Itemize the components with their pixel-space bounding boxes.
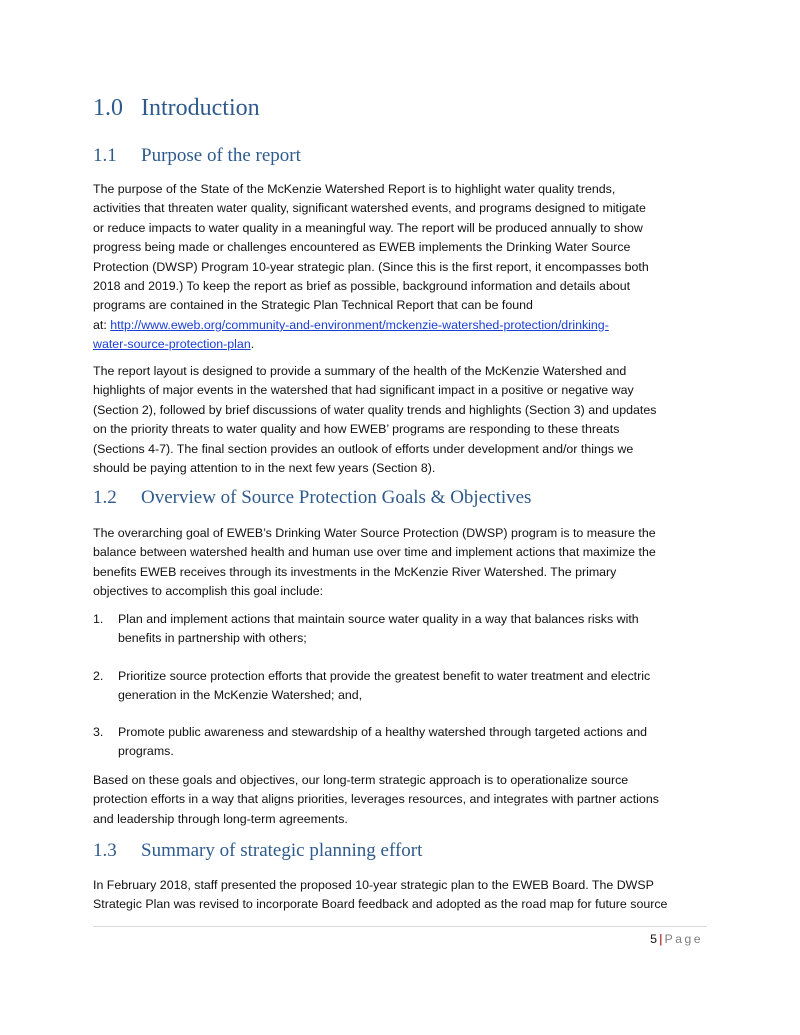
section-heading-introduction <box>93 92 260 124</box>
text-line: programs. <box>118 744 174 759</box>
purpose-paragraph-2 <box>93 362 713 478</box>
subsection-title: Purpose of the report <box>141 145 301 166</box>
subsection-number: 1.1 <box>93 145 117 166</box>
text-line: generation in the McKenzie Watershed; and, <box>118 688 363 703</box>
dwsp-plan-link[interactable]: http://www.eweb.org/community-and-environment/mckenzie-watershed-protection/drinking- <box>110 317 609 332</box>
subsection-heading-strategic-planning <box>93 838 422 864</box>
link-prefix: at: <box>93 317 111 332</box>
text-line: (Sections 4-7). The final section provides an outlook of efforts under development and/or things we <box>93 441 634 456</box>
text-line: The report layout is designed to provide a summary of the health of the McKenzie Watershed and <box>93 364 627 378</box>
footer-divider <box>93 926 707 927</box>
text-line: Prioritize source protection efforts that provide the greatest benefit to water treatment and electric <box>118 669 651 683</box>
text-line: Protection (DWSP) Program 10-year strategic plan. (Since this is the first report, it encompasses both <box>93 259 649 274</box>
text-line: activities that threaten water quality, significant watershed events, and programs designed to mitigate <box>93 201 646 216</box>
page-number: 5 <box>650 932 657 946</box>
goals-outro-paragraph <box>93 771 713 829</box>
section-number: 1.0 <box>93 95 123 121</box>
list-text <box>118 667 650 706</box>
list-number: 2. <box>93 669 104 683</box>
page-footer <box>650 930 703 948</box>
text-line: programs are contained in the Strategic Plan Technical Report that can be found <box>93 298 533 313</box>
strategic-planning-paragraph <box>93 876 713 915</box>
footer-separator: | <box>658 932 663 946</box>
page-label: Page <box>664 932 703 946</box>
link-suffix: . <box>250 337 255 352</box>
text-line: and leadership through long-term agreements. <box>93 811 348 826</box>
text-line: balance between watershed health and human use over time and implement actions that maximize the <box>93 545 656 560</box>
text-line: Plan and implement actions that maintain source water quality in a way that balances risks with <box>118 612 639 626</box>
link-line <box>93 316 713 335</box>
subsection-number: 1.2 <box>93 487 117 508</box>
purpose-paragraph-1 <box>93 180 713 355</box>
text-line: Based on these goals and objectives, our long-term strategic approach is to operationalize source <box>93 773 629 787</box>
list-number: 3. <box>93 725 104 739</box>
section-title: Introduction <box>141 95 260 121</box>
dwsp-plan-link-continued[interactable]: water-source-protection-plan <box>93 337 251 352</box>
subsection-title: Summary of strategic planning effort <box>141 840 423 861</box>
list-text <box>118 610 639 649</box>
text-line: Promote public awareness and stewardship of a healthy watershed through targeted actions and <box>118 725 647 739</box>
text-line: benefits EWEB receives through its investments in the McKenzie River Watershed. The primary <box>93 564 617 579</box>
list-text <box>118 723 647 762</box>
text-line: (Section 2), followed by brief discussions of water quality trends and highlights (Section 3) and updates <box>93 402 657 417</box>
text-line: objectives to accomplish this goal include: <box>93 584 324 599</box>
text-line: highlights of major events in the watershed that had significant impact in a positive or negative way <box>93 383 634 398</box>
text-line: The overarching goal of EWEB’s Drinking Water Source Protection (DWSP) program is to measure the <box>93 526 656 540</box>
text-line: The purpose of the State of the McKenzie Watershed Report is to highlight water quality trends, <box>93 182 616 196</box>
text-line: protection efforts in a way that aligns priorities, leverages resources, and integrates with partner actions <box>93 792 659 807</box>
subsection-heading-goals <box>93 485 531 511</box>
text-line: on the priority threats to water quality and how EWEB’ programs are responding to these threats <box>93 422 620 437</box>
link-line <box>93 335 713 354</box>
text-line: In February 2018, staff presented the proposed 10-year strategic plan to the EWEB Board. The DWSP <box>93 878 654 892</box>
text-line: or reduce impacts to water quality in a meaningful way. The report will be produced annually to show <box>93 220 643 235</box>
text-line: should be paying attention to in the next few years (Section 8). <box>93 461 436 476</box>
text-line: Strategic Plan was revised to incorporate Board feedback and adopted as the road map for future source <box>93 897 668 912</box>
subsection-number: 1.3 <box>93 840 117 861</box>
goals-intro-paragraph <box>93 524 713 602</box>
subsection-heading-purpose <box>93 143 301 169</box>
list-number: 1. <box>93 612 104 626</box>
text-line: benefits in partnership with others; <box>118 631 307 646</box>
subsection-title: Overview of Source Protection Goals & Objectives <box>141 487 532 508</box>
text-line: 2018 and 2019.) To keep the report as brief as possible, background information and details about <box>93 279 631 294</box>
text-line: progress being made or challenges encountered as EWEB implements the Drinking Water Source <box>93 240 631 255</box>
